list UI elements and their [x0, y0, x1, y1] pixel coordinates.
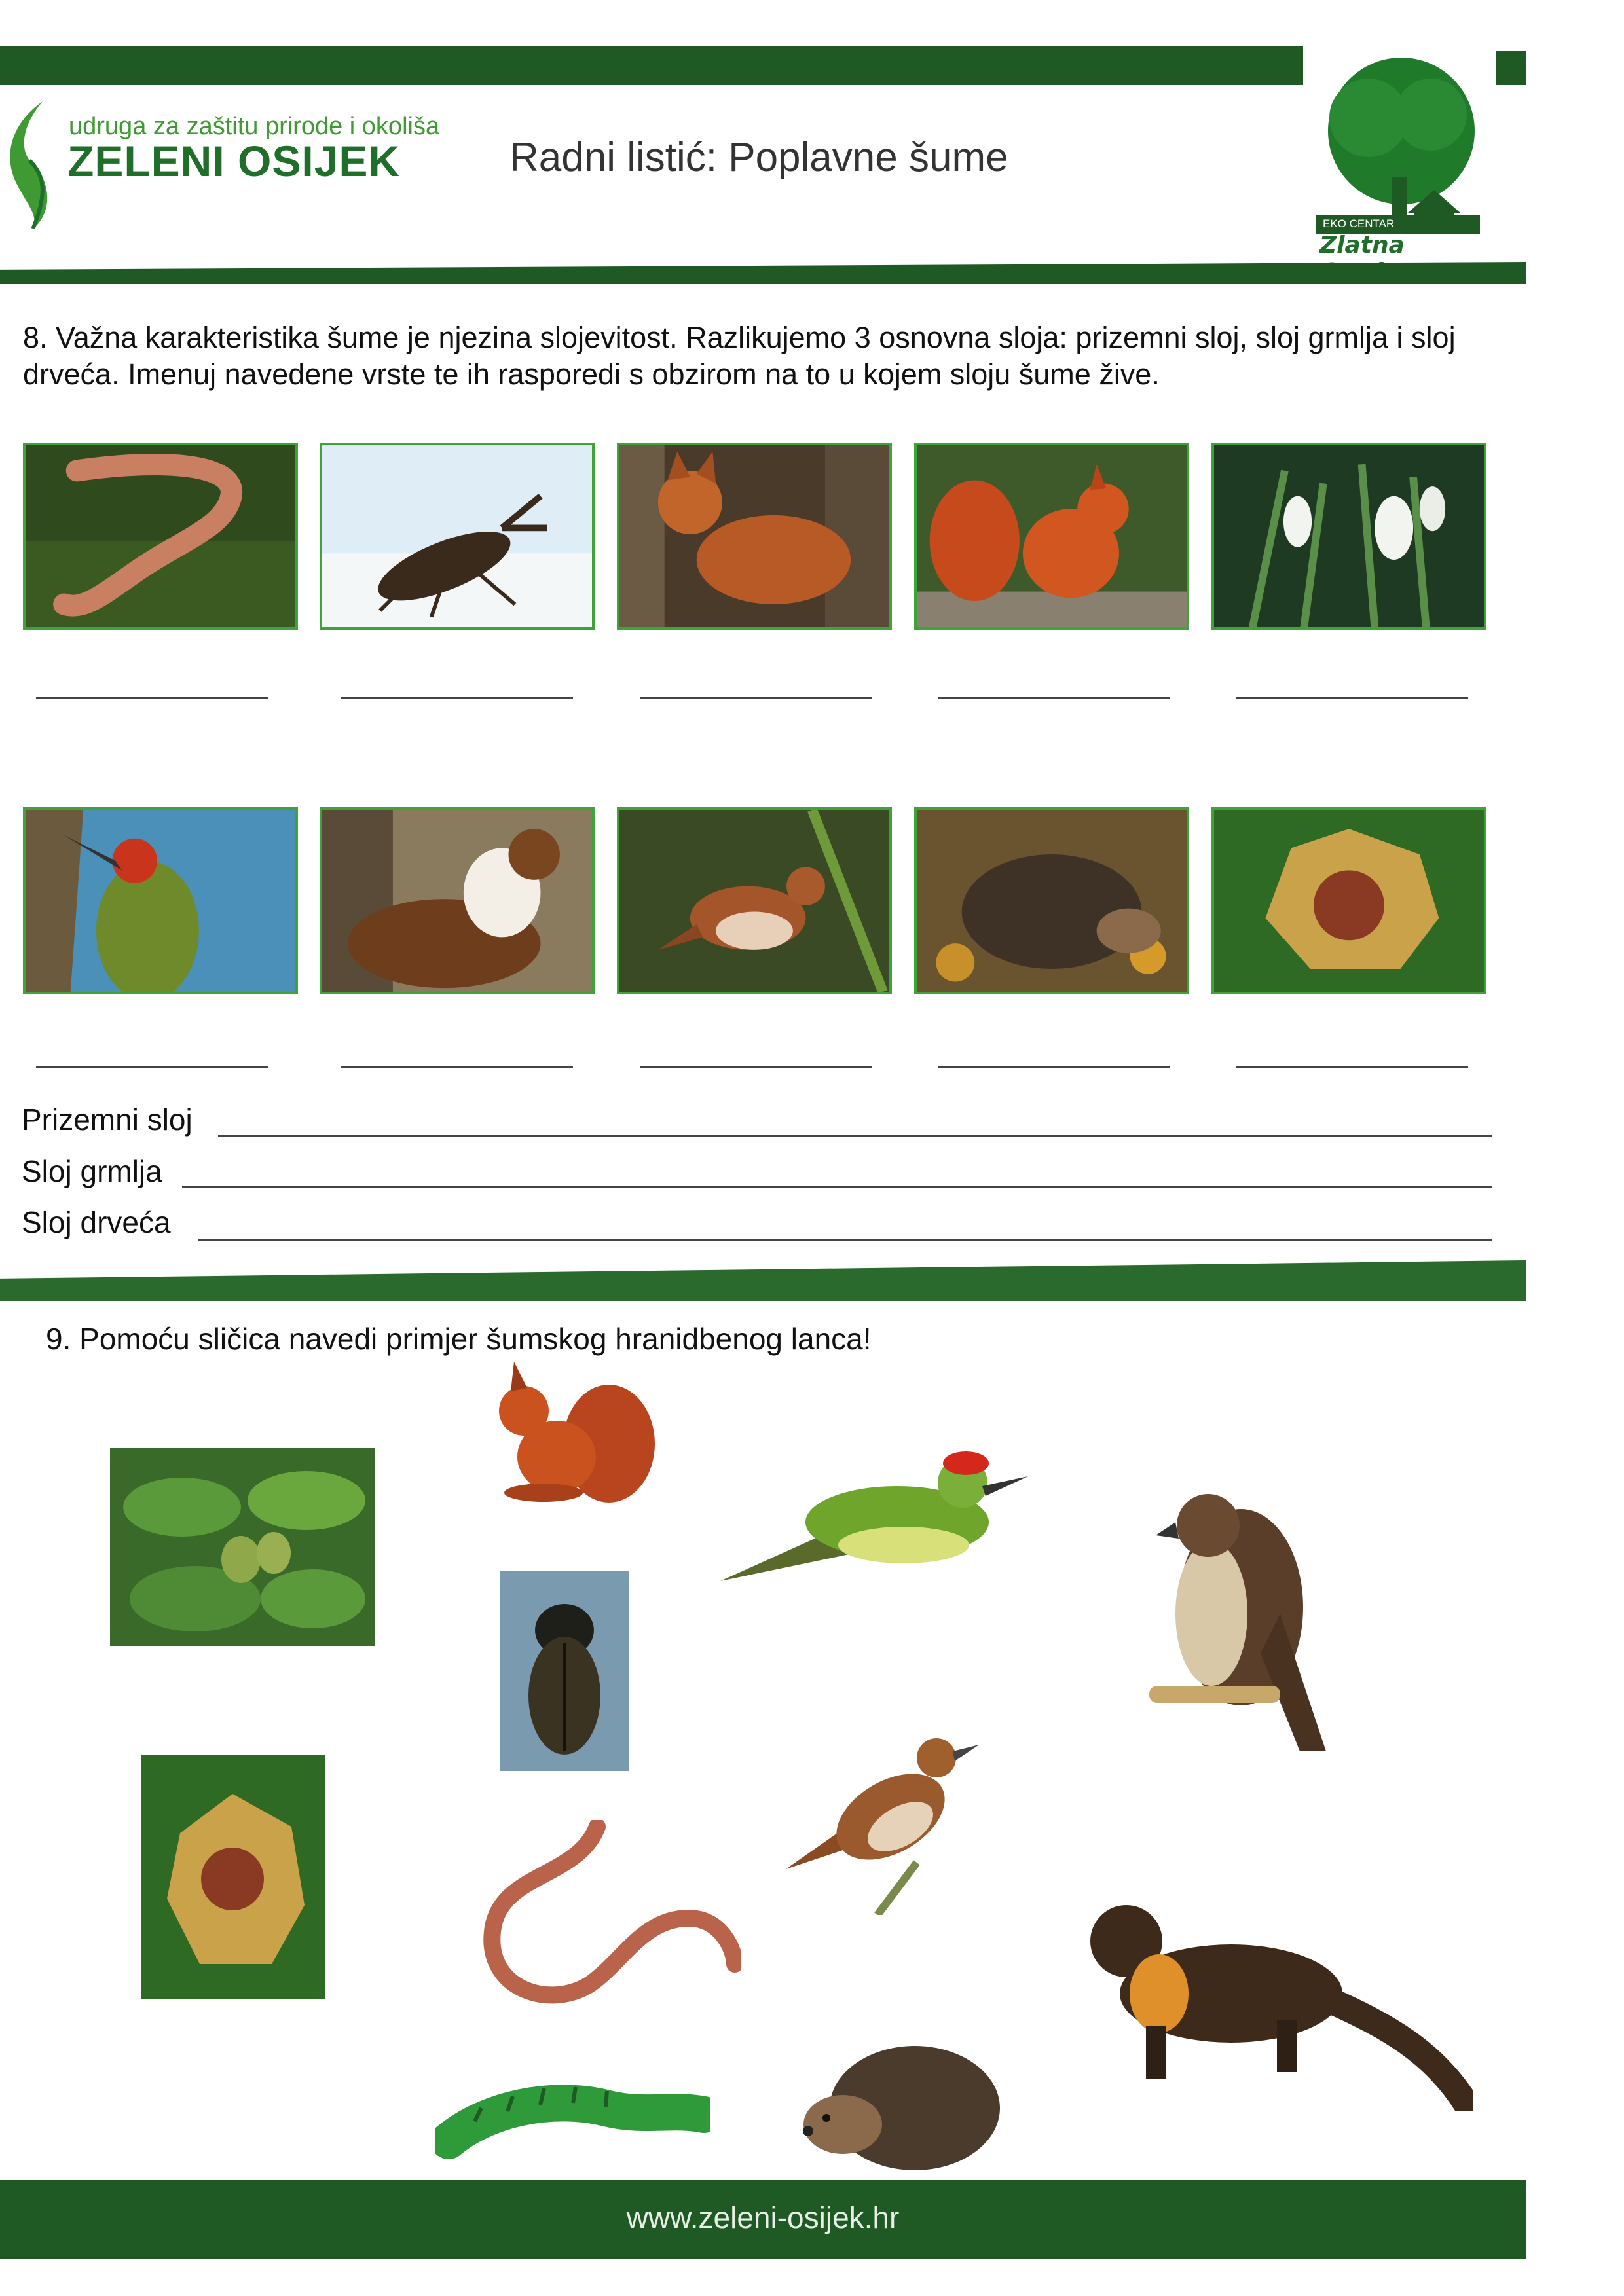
hedgehog-picture [800, 2033, 1003, 2174]
answer-line[interactable] [341, 1066, 573, 1068]
footer-website-link[interactable]: www.zeleni-osijek.hr [626, 2200, 900, 2234]
question-9-text: 9. Pomoću sličica navedi primjer šumskog hranidbenog lanca! [46, 1322, 872, 1356]
answer-line[interactable] [341, 697, 573, 699]
hedgehog-photo [914, 807, 1189, 994]
organization-subtitle: udruga za zaštitu prirode i okoliša [69, 113, 440, 140]
organization-name: ZELENI OSIJEK [67, 137, 401, 185]
woodpecker-picture [720, 1437, 1028, 1607]
eko-centar-badge: EKO CENTAR [1323, 217, 1395, 230]
section-divider-bar [0, 1260, 1526, 1301]
pine-marten-picture [1080, 1895, 1473, 2111]
red-squirrel-photo [914, 443, 1189, 630]
hazelnut-photo [1211, 807, 1486, 994]
zeleni-osijek-leaf-icon [3, 98, 62, 229]
layer-tree-answer-line[interactable] [198, 1239, 1492, 1241]
header-top-bar [0, 46, 1303, 85]
snowdrop-photo [1211, 443, 1486, 630]
caterpillar-picture [435, 2069, 710, 2160]
layer-shrub-answer-line[interactable] [182, 1186, 1492, 1188]
layer-label-shrub: Sloj grmlja [22, 1154, 162, 1188]
layer-label-ground: Prizemni sloj [22, 1102, 193, 1137]
layer-ground-answer-line[interactable] [218, 1135, 1492, 1137]
nightingale-picture [786, 1712, 982, 1915]
hazelnut-picture [141, 1755, 325, 1999]
answer-line[interactable] [36, 1066, 268, 1068]
hawk-picture [1136, 1483, 1365, 1758]
worksheet-title: Radni listić: Poplavne šume [509, 135, 1008, 180]
stag-beetle-photo [320, 443, 595, 630]
squirrel-picture [485, 1358, 658, 1509]
answer-line[interactable] [938, 697, 1170, 699]
oak-acorns-picture [110, 1448, 375, 1646]
eko-centar-logo [1310, 46, 1486, 262]
fox-photo [617, 443, 892, 630]
green-woodpecker-photo [23, 807, 298, 994]
answer-line[interactable] [938, 1066, 1170, 1068]
answer-line[interactable] [1236, 1066, 1468, 1068]
question-8-text: 8. Važna karakteristika šume je njezina slojevitost. Razlikujemo 3 osnovna sloja: prizemni sloj, sloj grmlja i sloj drveća. Imenuj navedene vrste te ih rasporedi s obzirom na to u kojem sloju šume žive. [23, 321, 1456, 391]
answer-line[interactable] [1236, 697, 1468, 699]
header-bottom-bar [0, 262, 1526, 284]
nightingale-photo [617, 807, 892, 994]
answer-line[interactable] [640, 697, 872, 699]
answer-line[interactable] [36, 697, 268, 699]
beetle-picture [500, 1571, 629, 1771]
pine-marten-photo [320, 807, 595, 994]
header-corner-square [1496, 51, 1526, 85]
eko-centar-name: Zlatna [1320, 232, 1405, 259]
answer-line[interactable] [640, 1066, 872, 1068]
earthworm-photo [23, 443, 298, 630]
earthworm-picture [473, 1820, 741, 2016]
layer-label-tree: Sloj drveća [22, 1205, 171, 1239]
